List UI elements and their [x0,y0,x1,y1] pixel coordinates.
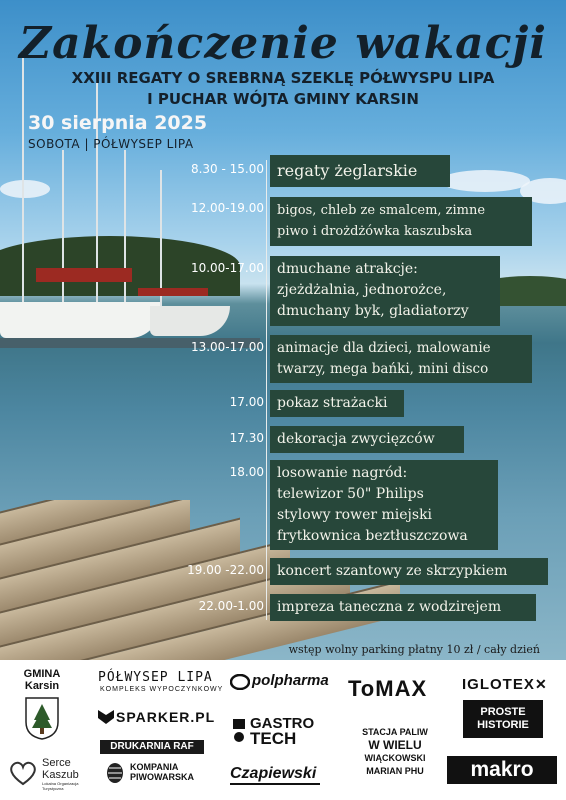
sparker-icon [98,710,114,724]
schedule-line: dmuchane atrakcje: [277,261,418,277]
stacja-label-2: W WIELU [368,738,422,752]
hop-icon [104,760,126,784]
kaszub-label: Kaszub [42,769,79,781]
polwysep-lipa-logo: PÓŁWYSEP LIPA [98,670,213,685]
schedule-line: bigos, chleb ze smalcem, zimne [277,203,486,218]
schedule-item [270,558,548,585]
proste-label: PROSTE [480,706,526,718]
drukarnia-raf-logo: DRUKARNIA RAF [100,740,204,754]
schedule-item [270,335,532,383]
subtitle-line2: I PUCHAR WÓJTA GMINY KARSIN [147,90,419,108]
heart-icon [8,760,38,786]
schedule-line: dmuchany byk, gladiatorzy [277,303,469,319]
gastro-label: GASTRO [250,715,315,732]
schedule-line: zjeżdżalnia, jednorożce, [277,282,447,298]
schedule-line: dekoracja zwycięzców [277,431,435,447]
schedule-item [270,594,536,621]
schedule-line: losowanie nagród: [277,465,408,481]
sparker-logo: SPARKER.PL [116,709,216,725]
schedule-time: 10.00-17.00 [190,261,264,275]
schedule-line: frytkownica beztłuszczowa [277,528,468,544]
iglotex-star-icon: ✕ [535,676,547,692]
schedule-time: 18.00 [229,465,264,479]
boat-hull [150,306,230,336]
schedule-item [270,390,404,417]
schedule-line: impreza taneczna z wodzirejem [277,599,502,615]
cloud [0,180,50,198]
schedule-time: 13.00-17.00 [190,340,264,354]
schedule-item [270,256,500,326]
coat-of-arms-icon [24,696,60,740]
schedule-time: 17.30 [229,431,264,445]
sail-cover [36,268,132,282]
stacja-label-4: MARIAN PHU [366,766,424,776]
schedule-time: 12.00-19.00 [190,201,264,215]
gastro-tech-logo [250,716,314,746]
schedule-line: telewizor 50" Philips [277,486,424,502]
schedule-time: 19.00 -22.00 [187,563,264,577]
schedule-item [270,155,450,187]
polpharma-icon [230,674,250,690]
schedule-time: 22.00-1.00 [198,599,264,613]
event-title: Zakończenie wakacji [18,18,548,69]
event-date: 30 sierpnia 2025 [28,112,208,134]
schedule-time: 17.00 [229,395,264,409]
schedule-line: twarzy, mega bańki, mini disco [277,361,489,377]
schedule-item [270,426,464,453]
makro-logo: makro [447,756,557,784]
schedule-line: piwo i drożdżówka kaszubska [277,224,473,239]
czapiewski-logo: Czapiewski [230,765,320,785]
karsin-label: Karsin [24,680,60,692]
boat-hull [0,302,160,338]
stacja-label-3: WIĄCKOWSKI [364,753,426,763]
sail-cover [138,288,208,296]
tech-label: TECH [250,729,297,748]
gmina-label: GMINA [23,668,61,680]
timeline-divider [266,160,267,620]
schedule-item [270,197,532,246]
iglotex-logo: IGLOTEX [462,676,535,693]
schedule-line: koncert szantowy ze skrzypkiem [277,563,508,579]
schedule-line: stylowy rower miejski [277,507,433,523]
schedule-item [270,460,498,550]
piwowarska-label: PIWOWARSKA [130,772,194,782]
sponsors-bar [0,660,566,800]
kompania-piwowarska-logo [130,762,194,782]
entry-parking-note: wstęp wolny parking płatny 10 zł / cały dzień [288,643,540,656]
boat-mast [160,170,162,320]
schedule-time: 8.30 - 15.00 [190,162,264,176]
gmina-karsin-logo [18,668,66,692]
event-day-place: SOBOTA | PÓŁWYSEP LIPA [28,137,194,151]
tomax-logo: ToMAX [348,676,428,701]
boat-mast [62,150,64,320]
polwysep-sub-label: KOMPLEKS WYPOCZYNKOWY [100,686,224,693]
gastro-tech-icon [232,718,246,744]
serce-sub-label: Lokalna Organizacja Turystyczna [42,781,79,791]
cloud [440,170,530,192]
boat-mast [124,150,126,320]
subtitle-line1: XXIII REGATY O SREBRNĄ SZEKLĘ PÓŁWYSPU LIPA [71,69,495,87]
stacja-paliw-logo [356,726,434,778]
proste-historie-logo [463,700,543,738]
polpharma-logo: polpharma [252,672,329,689]
serce-kaszub-logo [42,757,88,791]
schedule-line: regaty żeglarskie [277,161,418,180]
schedule-line: pokaz strażacki [277,395,388,411]
kompania-label: KOMPANIA [130,762,179,772]
stacja-label-1: STACJA PALIW [362,727,428,737]
historie-label: HISTORIE [477,719,529,731]
schedule-line: animacje dla dzieci, malowanie [277,340,491,356]
serce-label: Serce [42,757,71,769]
